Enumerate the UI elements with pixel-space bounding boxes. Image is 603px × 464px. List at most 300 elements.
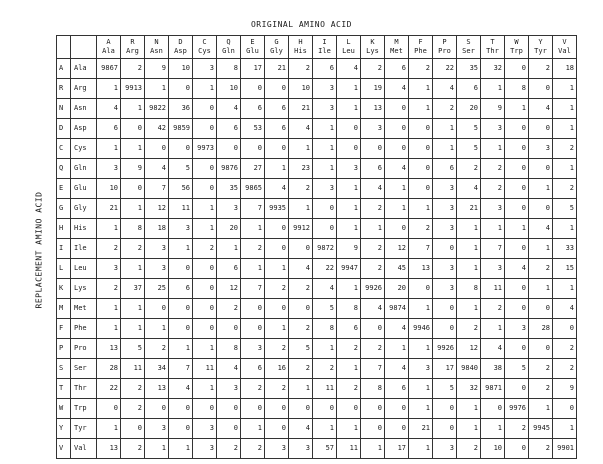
table-cell: 1 — [265, 259, 289, 279]
table-cell: 0 — [313, 199, 337, 219]
table-cell: 0 — [265, 219, 289, 239]
column-header-name: Phe — [414, 47, 427, 55]
table-cell: 45 — [385, 259, 409, 279]
table-cell: 0 — [529, 119, 553, 139]
table-cell: 0 — [409, 179, 433, 199]
replacement-amino-acid-title: REPLACEMENT AMINO ACID — [34, 191, 44, 309]
column-header-name: Ala — [102, 47, 115, 55]
table-cell: 1 — [385, 199, 409, 219]
table-cell: 0 — [265, 139, 289, 159]
table-cell: 1 — [409, 379, 433, 399]
table-cell: 2 — [121, 239, 145, 259]
table-cell: 10 — [169, 59, 193, 79]
column-header — [193, 36, 217, 59]
table-cell: 3 — [217, 199, 241, 219]
column-header-name: Tyr — [534, 47, 547, 55]
table-cell: 0 — [505, 439, 529, 459]
row-name: Phe — [71, 319, 97, 339]
table-cell: 1 — [145, 319, 169, 339]
table-cell: 2 — [457, 319, 481, 339]
column-header-code: T — [490, 38, 495, 46]
table-cell: 6 — [217, 259, 241, 279]
row-code: C — [57, 139, 71, 159]
column-header — [97, 36, 121, 59]
table-cell: 10 — [97, 179, 121, 199]
table-cell: 2 — [97, 239, 121, 259]
table-cell: 56 — [169, 179, 193, 199]
table-cell: 6 — [97, 119, 121, 139]
table-cell: 6 — [241, 99, 265, 119]
column-header — [241, 36, 265, 59]
row-code: S — [57, 359, 71, 379]
table-cell: 2 — [361, 59, 385, 79]
table-cell: 13 — [145, 379, 169, 399]
table-cell: 0 — [553, 399, 577, 419]
table-row — [57, 59, 577, 79]
table-cell: 21 — [409, 419, 433, 439]
table-cell: 1 — [409, 339, 433, 359]
table-cell: 1 — [193, 199, 217, 219]
table-row — [57, 359, 577, 379]
table-cell: 0 — [505, 279, 529, 299]
table-cell: 0 — [385, 119, 409, 139]
table-cell: 1 — [553, 79, 577, 99]
table-row — [57, 399, 577, 419]
table-cell: 7 — [169, 359, 193, 379]
table-row — [57, 439, 577, 459]
table-cell: 7 — [361, 359, 385, 379]
table-cell: 27 — [241, 159, 265, 179]
row-code: L — [57, 259, 71, 279]
row-code: T — [57, 379, 71, 399]
column-header-code: Y — [538, 38, 543, 46]
column-header-code: H — [298, 38, 303, 46]
table-cell: 1 — [193, 79, 217, 99]
table-cell: 0 — [265, 299, 289, 319]
table-cell: 0 — [217, 139, 241, 159]
table-cell: 42 — [145, 119, 169, 139]
table-cell: 1 — [97, 419, 121, 439]
column-header-name: Ser — [462, 47, 475, 55]
table-cell: 0 — [337, 119, 361, 139]
table-cell: 6 — [385, 379, 409, 399]
table-row — [57, 119, 577, 139]
table-cell: 3 — [433, 279, 457, 299]
column-header-name: Asp — [174, 47, 187, 55]
table-cell: 2 — [361, 239, 385, 259]
table-cell: 1 — [457, 419, 481, 439]
table-cell: 12 — [145, 199, 169, 219]
table-cell: 2 — [529, 259, 553, 279]
table-cell: 1 — [121, 99, 145, 119]
table-cell: 8 — [337, 299, 361, 319]
table-cell: 12 — [385, 239, 409, 259]
table-cell: 3 — [433, 259, 457, 279]
original-amino-acid-title: ORIGINAL AMINO ACID — [250, 20, 352, 29]
table-cell: 3 — [409, 359, 433, 379]
row-code: D — [57, 119, 71, 139]
table-cell: 4 — [361, 299, 385, 319]
table-cell: 0 — [505, 119, 529, 139]
table-cell: 1 — [337, 99, 361, 119]
table-cell: 3 — [433, 199, 457, 219]
row-code: I — [57, 239, 71, 259]
column-header-name: Leu — [342, 47, 355, 55]
table-cell: 9840 — [457, 359, 481, 379]
table-cell: 3 — [433, 439, 457, 459]
table-cell: 6 — [433, 159, 457, 179]
table-cell: 1 — [409, 299, 433, 319]
table-cell: 11 — [313, 379, 337, 399]
table-cell: 1 — [121, 319, 145, 339]
table-row — [57, 179, 577, 199]
table-row — [57, 99, 577, 119]
table-cell: 1 — [313, 339, 337, 359]
table-cell: 0 — [193, 279, 217, 299]
table-cell: 0 — [385, 99, 409, 119]
table-cell: 3 — [361, 119, 385, 139]
column-header-name: Trp — [510, 47, 523, 55]
table-cell: 0 — [97, 399, 121, 419]
column-header-name: Pro — [438, 47, 451, 55]
table-cell: 0 — [505, 199, 529, 219]
table-cell: 0 — [193, 119, 217, 139]
table-cell: 2 — [289, 179, 313, 199]
table-cell: 2 — [121, 379, 145, 399]
table-cell: 1 — [97, 319, 121, 339]
table-cell: 2 — [289, 279, 313, 299]
table-cell: 4 — [457, 179, 481, 199]
table-cell: 1 — [289, 379, 313, 399]
table-cell: 2 — [241, 239, 265, 259]
table-cell: 6 — [361, 159, 385, 179]
table-cell: 2 — [241, 439, 265, 459]
table-cell: 1 — [97, 79, 121, 99]
table-cell: 0 — [505, 139, 529, 159]
table-cell: 4 — [145, 159, 169, 179]
table-cell: 4 — [265, 179, 289, 199]
table-cell: 5 — [457, 119, 481, 139]
table-cell: 0 — [289, 399, 313, 419]
column-header — [481, 36, 505, 59]
table-cell: 22 — [313, 259, 337, 279]
table-cell: 0 — [193, 299, 217, 319]
table-cell: 28 — [97, 359, 121, 379]
table-cell: 11 — [337, 439, 361, 459]
table-cell: 2 — [433, 99, 457, 119]
column-header-code: G — [274, 38, 279, 46]
row-code: K — [57, 279, 71, 299]
table-cell: 5 — [505, 359, 529, 379]
table-cell: 0 — [529, 159, 553, 179]
table-cell: 0 — [361, 139, 385, 159]
table-cell: 8 — [361, 379, 385, 399]
row-name: His — [71, 219, 97, 239]
table-cell: 2 — [553, 339, 577, 359]
table-cell: 2 — [553, 139, 577, 159]
column-header — [289, 36, 313, 59]
column-header — [553, 36, 577, 59]
column-header-code: M — [394, 38, 399, 46]
table-cell: 6 — [265, 99, 289, 119]
table-cell: 2 — [265, 339, 289, 359]
table-row — [57, 279, 577, 299]
table-cell: 0 — [505, 59, 529, 79]
table-cell: 22 — [97, 379, 121, 399]
table-cell: 2 — [121, 439, 145, 459]
table-cell: 1 — [457, 399, 481, 419]
table-cell: 9935 — [265, 199, 289, 219]
table-cell: 1 — [97, 219, 121, 239]
table-cell: 2 — [289, 319, 313, 339]
table-cell: 9945 — [529, 419, 553, 439]
column-header-code: D — [178, 38, 183, 46]
table-cell: 57 — [313, 439, 337, 459]
table-cell: 21 — [265, 59, 289, 79]
table-cell: 3 — [481, 259, 505, 279]
column-header-code: W — [514, 38, 519, 46]
table-cell: 1 — [481, 79, 505, 99]
table-cell: 3 — [193, 419, 217, 439]
table-cell: 0 — [145, 139, 169, 159]
row-code: N — [57, 99, 71, 119]
row-code: P — [57, 339, 71, 359]
table-cell: 3 — [193, 59, 217, 79]
table-cell: 4 — [337, 59, 361, 79]
table-cell: 0 — [169, 319, 193, 339]
table-cell: 0 — [529, 299, 553, 319]
row-name: Cys — [71, 139, 97, 159]
table-cell: 0 — [193, 99, 217, 119]
table-cell: 2 — [529, 359, 553, 379]
row-name: Thr — [71, 379, 97, 399]
table-cell: 0 — [505, 239, 529, 259]
table-cell: 1 — [481, 139, 505, 159]
table-cell: 3 — [193, 439, 217, 459]
table-cell: 1 — [409, 99, 433, 119]
table-cell: 0 — [505, 159, 529, 179]
table-cell: 0 — [289, 239, 313, 259]
table-cell: 0 — [433, 299, 457, 319]
table-cell: 4 — [481, 339, 505, 359]
table-cell: 6 — [241, 359, 265, 379]
table-cell: 1 — [121, 139, 145, 159]
table-cell: 2 — [265, 279, 289, 299]
table-cell: 17 — [433, 359, 457, 379]
table-cell: 0 — [313, 219, 337, 239]
table-cell: 0 — [337, 399, 361, 419]
column-header-name: Cys — [198, 47, 211, 55]
table-cell: 5 — [457, 139, 481, 159]
table-cell: 0 — [505, 179, 529, 199]
column-header-code: P — [442, 38, 447, 46]
table-cell: 0 — [193, 259, 217, 279]
table-cell: 1 — [409, 399, 433, 419]
table-cell: 3 — [97, 159, 121, 179]
table-cell: 21 — [289, 99, 313, 119]
table-cell: 2 — [409, 219, 433, 239]
table-cell: 0 — [193, 319, 217, 339]
table-cell: 1 — [361, 439, 385, 459]
table-cell: 2 — [265, 379, 289, 399]
table-cell: 0 — [193, 399, 217, 419]
table-cell: 0 — [169, 79, 193, 99]
row-name: Gln — [71, 159, 97, 179]
column-header — [529, 36, 553, 59]
table-cell: 4 — [385, 79, 409, 99]
table-cell: 33 — [553, 239, 577, 259]
table-cell: 1 — [505, 99, 529, 119]
column-header-code: I — [322, 38, 327, 46]
table-cell: 1 — [289, 139, 313, 159]
table-cell: 1 — [553, 219, 577, 239]
row-code: Q — [57, 159, 71, 179]
table-cell: 0 — [529, 79, 553, 99]
column-header-code: F — [418, 38, 423, 46]
table-cell: 7 — [409, 239, 433, 259]
column-header — [409, 36, 433, 59]
table-cell: 5 — [433, 379, 457, 399]
table-cell: 2 — [529, 59, 553, 79]
table-cell: 0 — [193, 159, 217, 179]
table-cell: 0 — [409, 139, 433, 159]
column-header — [217, 36, 241, 59]
table-cell: 3 — [217, 379, 241, 399]
table-cell: 2 — [361, 259, 385, 279]
table-cell: 5 — [289, 339, 313, 359]
table-cell: 1 — [433, 119, 457, 139]
table-cell: 0 — [169, 399, 193, 419]
table-cell: 0 — [169, 419, 193, 439]
table-cell: 20 — [385, 279, 409, 299]
table-cell: 3 — [433, 219, 457, 239]
column-header-name: Val — [558, 47, 571, 55]
table-cell: 8 — [121, 219, 145, 239]
table-cell: 19 — [361, 79, 385, 99]
table-cell: 1 — [121, 299, 145, 319]
row-name: Arg — [71, 79, 97, 99]
table-cell: 1 — [97, 299, 121, 319]
table-cell: 0 — [505, 339, 529, 359]
table-cell: 3 — [313, 179, 337, 199]
column-header-name: Gln — [222, 47, 235, 55]
column-header — [337, 36, 361, 59]
table-cell: 1 — [553, 419, 577, 439]
table-cell: 2 — [361, 199, 385, 219]
table-cell: 0 — [361, 319, 385, 339]
table-cell: 18 — [145, 219, 169, 239]
table-cell: 2 — [481, 299, 505, 319]
table-cell: 1 — [529, 179, 553, 199]
row-code: R — [57, 79, 71, 99]
table-cell: 1 — [553, 119, 577, 139]
table-cell: 3 — [97, 259, 121, 279]
table-cell: 10 — [289, 79, 313, 99]
table-cell: 34 — [145, 359, 169, 379]
row-code: M — [57, 299, 71, 319]
table-cell: 0 — [361, 419, 385, 439]
table-cell: 0 — [145, 399, 169, 419]
table-cell: 17 — [241, 59, 265, 79]
header-corner-blank — [71, 36, 97, 59]
row-code: V — [57, 439, 71, 459]
table-cell: 1 — [169, 439, 193, 459]
table-cell: 0 — [361, 399, 385, 419]
column-header-code: E — [250, 38, 255, 46]
table-cell: 3 — [505, 319, 529, 339]
table-cell: 1 — [289, 199, 313, 219]
table-cell: 1 — [337, 219, 361, 239]
table-cell: 6 — [457, 79, 481, 99]
row-name: Lys — [71, 279, 97, 299]
row-name: Val — [71, 439, 97, 459]
table-cell: 4 — [385, 159, 409, 179]
table-cell: 1 — [385, 339, 409, 359]
row-name: Ala — [71, 59, 97, 79]
table-row — [57, 419, 577, 439]
table-cell: 9947 — [337, 259, 361, 279]
table-cell: 9926 — [433, 339, 457, 359]
table-cell: 1 — [361, 219, 385, 239]
table-cell: 8 — [217, 339, 241, 359]
table-cell: 37 — [121, 279, 145, 299]
table-cell: 0 — [265, 79, 289, 99]
table-cell: 10 — [217, 79, 241, 99]
table-cell: 0 — [169, 299, 193, 319]
table-cell: 2 — [457, 159, 481, 179]
table-cell: 1 — [409, 79, 433, 99]
table-cell: 0 — [553, 319, 577, 339]
column-header — [457, 36, 481, 59]
table-cell: 0 — [121, 119, 145, 139]
table-cell: 0 — [505, 379, 529, 399]
column-header-code: Q — [226, 38, 231, 46]
table-cell: 1 — [337, 79, 361, 99]
table-cell: 2 — [553, 179, 577, 199]
column-header-code: K — [370, 38, 375, 46]
table-row — [57, 379, 577, 399]
table-cell: 4 — [97, 99, 121, 119]
table-cell: 2 — [193, 239, 217, 259]
table-cell: 13 — [361, 99, 385, 119]
table-cell: 1 — [241, 419, 265, 439]
table-cell: 1 — [313, 159, 337, 179]
column-header-name: Met — [390, 47, 403, 55]
table-cell: 8 — [457, 279, 481, 299]
row-name: Leu — [71, 259, 97, 279]
row-name: Ser — [71, 359, 97, 379]
table-cell: 2 — [145, 339, 169, 359]
table-cell: 8 — [313, 319, 337, 339]
column-header-code: N — [154, 38, 159, 46]
table-cell: 6 — [385, 59, 409, 79]
table-cell: 2 — [289, 359, 313, 379]
column-header-name: His — [294, 47, 307, 55]
row-code: G — [57, 199, 71, 219]
table-cell: 1 — [385, 179, 409, 199]
table-cell: 9976 — [505, 399, 529, 419]
table-row — [57, 299, 577, 319]
table-cell: 4 — [313, 279, 337, 299]
table-cell: 3 — [433, 179, 457, 199]
column-header-name: Thr — [486, 47, 499, 55]
table-cell: 1 — [265, 319, 289, 339]
table-cell: 10 — [481, 439, 505, 459]
table-cell: 2 — [313, 359, 337, 379]
table-cell: 1 — [145, 79, 169, 99]
table-cell: 32 — [481, 59, 505, 79]
table-cell: 1 — [193, 219, 217, 239]
